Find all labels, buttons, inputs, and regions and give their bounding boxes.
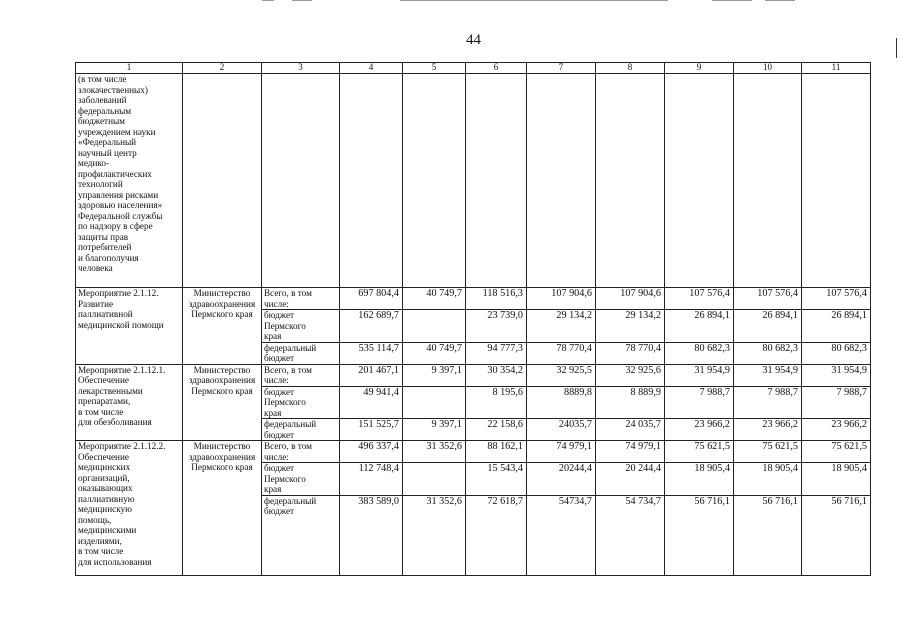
amount-cell: 80 682,3: [734, 342, 802, 364]
amount-cell: 201 467,1: [340, 364, 403, 386]
table-row: [76, 288, 871, 310]
amount-cell: 112 748,4: [340, 463, 403, 496]
amount-cell: 20 244,4: [596, 463, 665, 496]
amount-cell: 24 035,7: [596, 419, 665, 441]
amount-cell: 26 894,1: [734, 310, 802, 343]
executor: Министерство здравоохранения Пермского края: [183, 364, 262, 441]
amount-cell: 7 988,7: [665, 386, 734, 419]
amount-cell: 9 397,1: [403, 419, 466, 441]
amount-cell: 56 716,1: [734, 495, 802, 575]
amount-cell: 88 162,1: [466, 441, 527, 463]
amount-cell: 107 576,4: [802, 288, 871, 310]
amount-cell: 49 941,4: [340, 386, 403, 419]
amount-cell: 18 905,4: [802, 463, 871, 496]
continuation-text: (в том числе злокачественных) заболеваний федеральным бюджетным учреждением науки «Федеральный научный центр медико- профилактических технологий управления рисками здоровью населения» Федеральной службы по надзору в сфере защиты прав потребителей и благополучия человека: [76, 74, 183, 288]
amount-cell: 18 905,4: [734, 463, 802, 496]
executor: Министерство здравоохранения Пермского края: [183, 288, 262, 365]
amount-cell: 23 966,2: [734, 419, 802, 441]
amount-cell: 107 576,4: [665, 288, 734, 310]
amount-cell: 18 905,4: [665, 463, 734, 496]
col-header: 5: [403, 63, 466, 74]
funding-source: Всего, в том числе:: [262, 288, 340, 310]
amount-cell: 31 954,9: [802, 364, 871, 386]
amount-cell: 107 576,4: [734, 288, 802, 310]
amount-cell: 80 682,3: [802, 342, 871, 364]
header-row: [76, 63, 871, 74]
amount-cell: 24035,7: [527, 419, 596, 441]
table-row: [76, 441, 871, 463]
col-header: 9: [665, 63, 734, 74]
funding-source: федеральный бюджет: [262, 342, 340, 364]
amount-cell: 75 621,5: [665, 441, 734, 463]
activity-name: Мероприятие 2.1.12.2. Обеспечение медицинских организаций, оказывающих паллиативную медицинскую помощь, медицинскими изделиями, в том числе для использования: [76, 441, 183, 576]
amount-cell: 23 966,2: [802, 419, 871, 441]
amount-cell: 56 716,1: [665, 495, 734, 575]
amount-cell: 26 894,1: [802, 310, 871, 343]
amount-cell: 23 966,2: [665, 419, 734, 441]
col-header: 8: [596, 63, 665, 74]
amount-cell: 535 114,7: [340, 342, 403, 364]
amount-cell: 7 988,7: [802, 386, 871, 419]
amount-cell: 31 352,6: [403, 495, 466, 575]
amount-cell: 15 543,4: [466, 463, 527, 496]
amount-cell: 75 621,5: [802, 441, 871, 463]
amount-cell: 383 589,0: [340, 495, 403, 575]
amount-cell: 78 770,4: [527, 342, 596, 364]
table-row: [76, 364, 871, 386]
amount-cell: 30 354,2: [466, 364, 527, 386]
amount-cell: 118 516,3: [466, 288, 527, 310]
activity-name: Мероприятие 2.1.12. Развитие паллиативной медицинской помощи: [76, 288, 183, 365]
budget-table: [75, 62, 871, 576]
funding-source: бюджет Пермского края: [262, 463, 340, 496]
amount-cell: [403, 386, 466, 419]
continuation-row: [76, 74, 871, 288]
funding-source: бюджет Пермского края: [262, 310, 340, 343]
amount-cell: 29 134,2: [596, 310, 665, 343]
amount-cell: 107 904,6: [596, 288, 665, 310]
funding-source: федеральный бюджет: [262, 495, 340, 575]
col-header: 11: [802, 63, 871, 74]
col-header: 3: [262, 63, 340, 74]
amount-cell: 29 134,2: [527, 310, 596, 343]
amount-cell: 22 158,6: [466, 419, 527, 441]
amount-cell: 74 979,1: [596, 441, 665, 463]
amount-cell: 78 770,4: [596, 342, 665, 364]
amount-cell: 9 397,1: [403, 364, 466, 386]
amount-cell: 26 894,1: [665, 310, 734, 343]
amount-cell: 94 777,3: [466, 342, 527, 364]
amount-cell: 40 749,7: [403, 342, 466, 364]
amount-cell: 8 889,9: [596, 386, 665, 419]
amount-cell: 8 195,6: [466, 386, 527, 419]
amount-cell: [403, 463, 466, 496]
amount-cell: 80 682,3: [665, 342, 734, 364]
col-header: 7: [527, 63, 596, 74]
amount-cell: 72 618,7: [466, 495, 527, 575]
amount-cell: 74 979,1: [527, 441, 596, 463]
amount-cell: 75 621,5: [734, 441, 802, 463]
amount-cell: 56 716,1: [802, 495, 871, 575]
col-header: 10: [734, 63, 802, 74]
amount-cell: [403, 310, 466, 343]
amount-cell: 162 689,7: [340, 310, 403, 343]
amount-cell: 54734,7: [527, 495, 596, 575]
funding-source: Всего, в том числе:: [262, 364, 340, 386]
funding-source: бюджет Пермского края: [262, 386, 340, 419]
col-header: 2: [183, 63, 262, 74]
amount-cell: 697 804,4: [340, 288, 403, 310]
margin-mark: [896, 38, 897, 58]
amount-cell: 31 352,6: [403, 441, 466, 463]
col-header: 4: [340, 63, 403, 74]
col-header: 6: [466, 63, 527, 74]
amount-cell: 107 904,6: [527, 288, 596, 310]
amount-cell: 31 954,9: [665, 364, 734, 386]
amount-cell: 31 954,9: [734, 364, 802, 386]
amount-cell: 32 925,6: [596, 364, 665, 386]
executor: Министерство здравоохранения Пермского края: [183, 441, 262, 576]
funding-source: Всего, в том числе:: [262, 441, 340, 463]
amount-cell: 151 525,7: [340, 419, 403, 441]
amount-cell: 7 988,7: [734, 386, 802, 419]
amount-cell: 40 749,7: [403, 288, 466, 310]
activity-name: Мероприятие 2.1.12.1. Обеспечение лекарственными препаратами, в том числе для обезболивания: [76, 364, 183, 441]
col-header: 1: [76, 63, 183, 74]
amount-cell: 32 925,5: [527, 364, 596, 386]
amount-cell: 8889,8: [527, 386, 596, 419]
amount-cell: 496 337,4: [340, 441, 403, 463]
amount-cell: 54 734,7: [596, 495, 665, 575]
amount-cell: 20244,4: [527, 463, 596, 496]
amount-cell: 23 739,0: [466, 310, 527, 343]
funding-source: федеральный бюджет: [262, 419, 340, 441]
